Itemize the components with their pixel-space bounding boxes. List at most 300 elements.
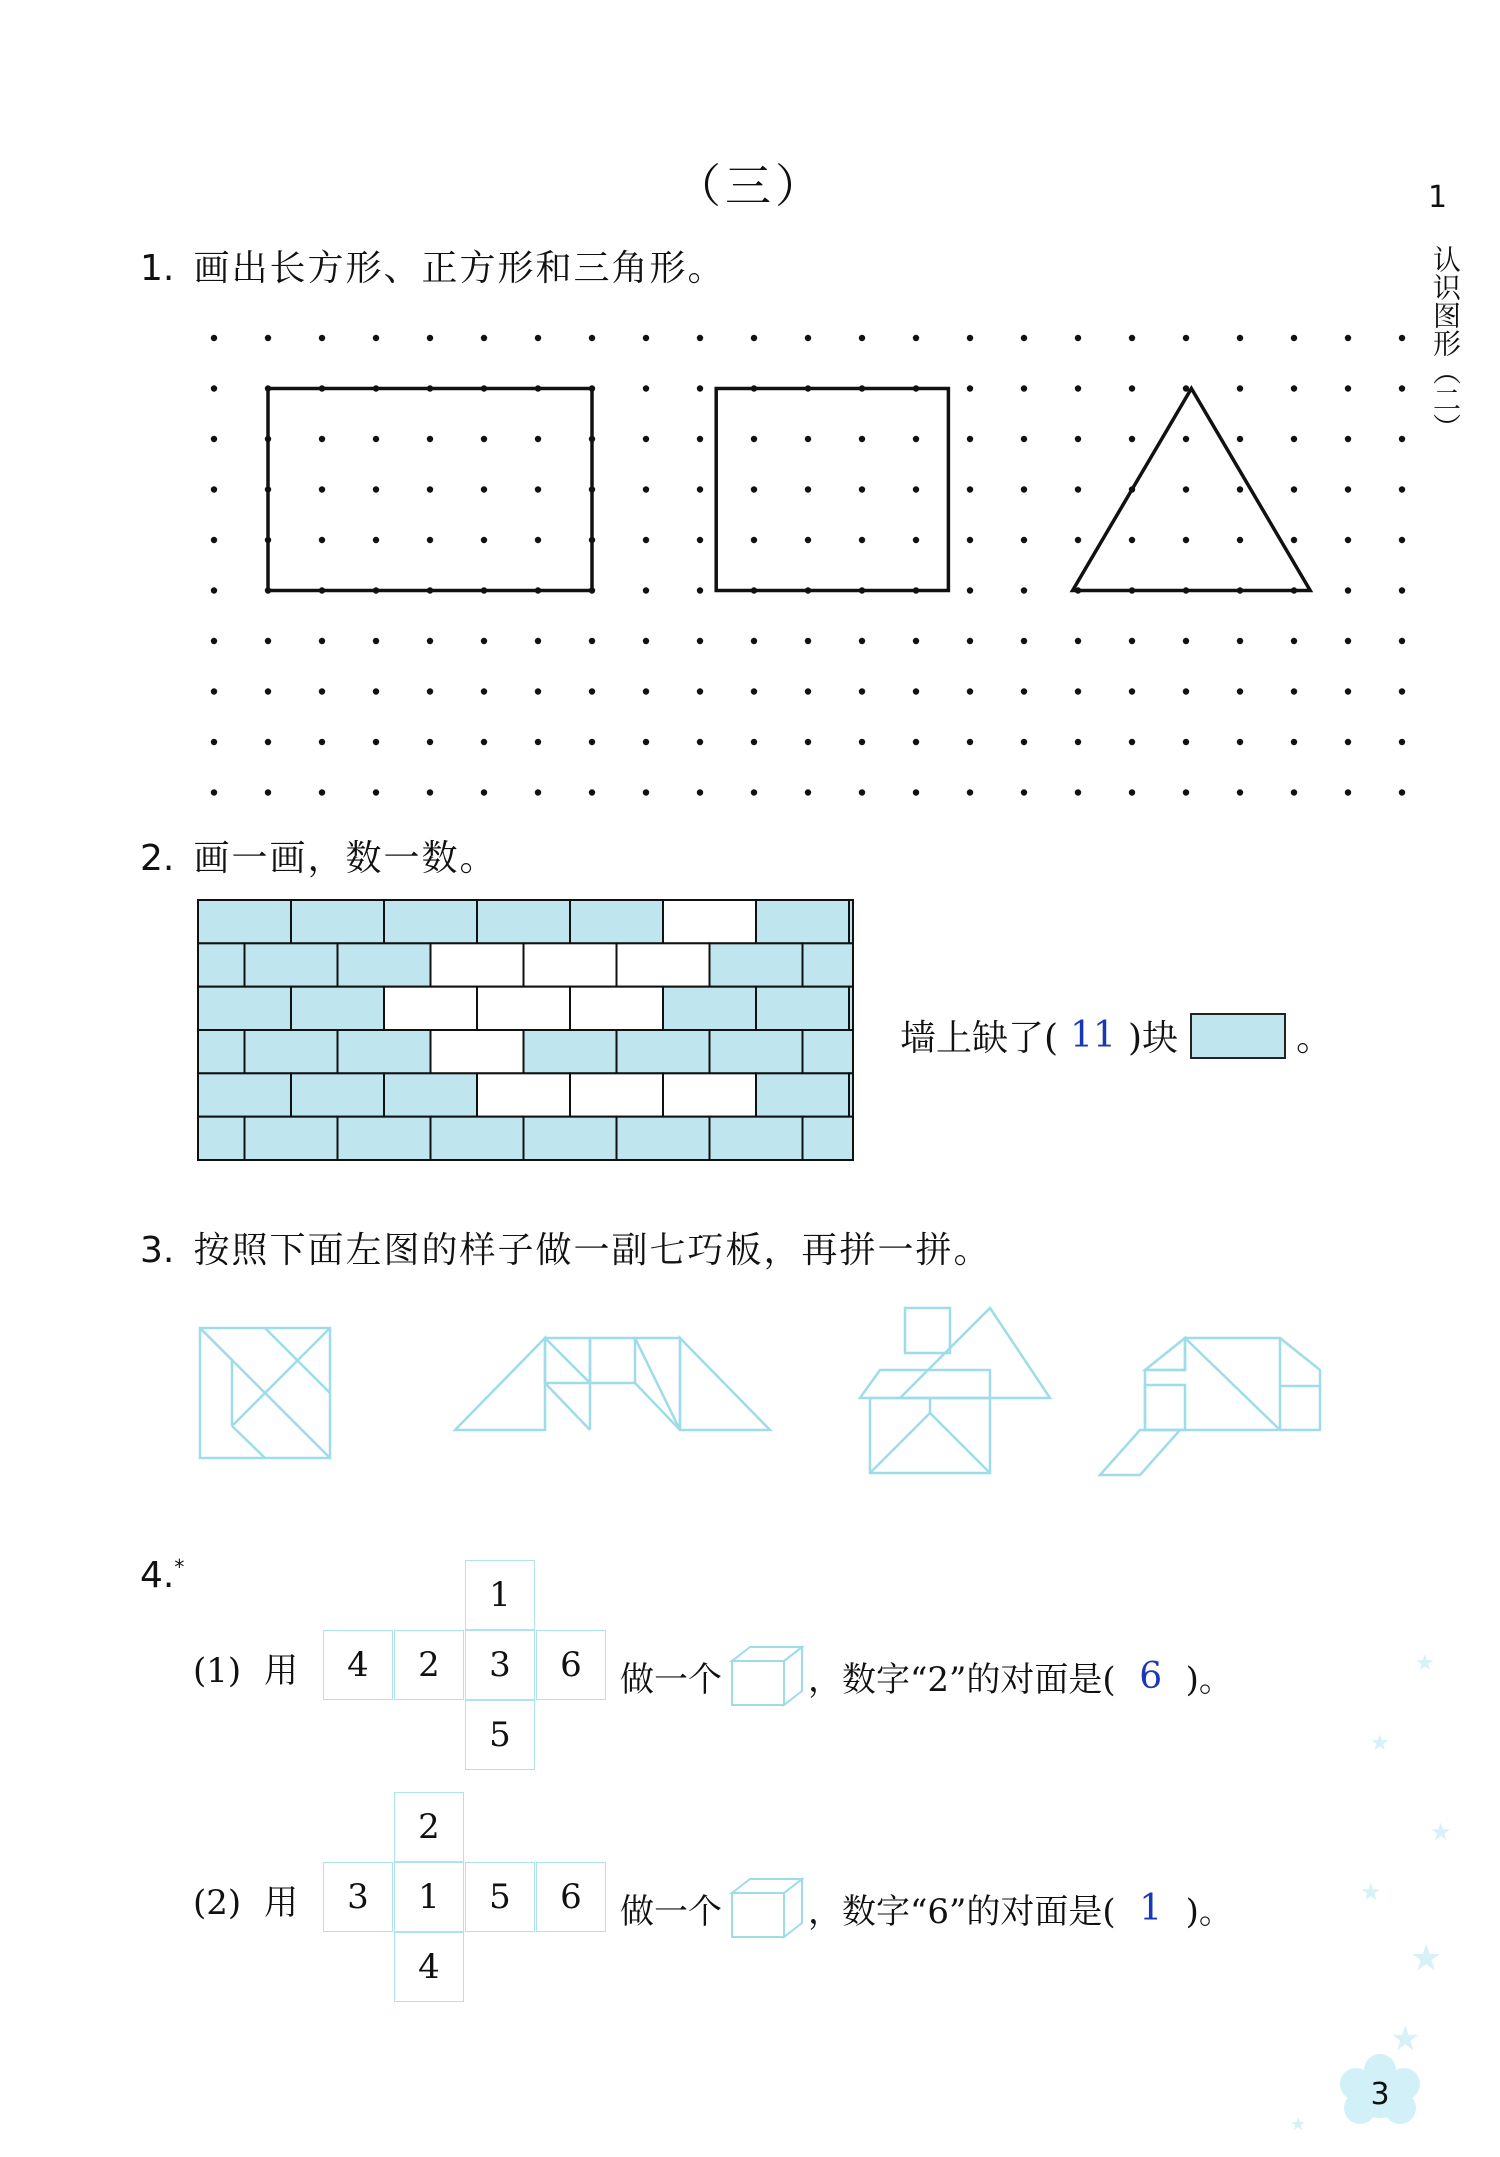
missing-brick	[384, 987, 477, 1030]
grid-dot	[265, 335, 271, 341]
grid-dot	[427, 486, 433, 492]
tangram-house	[860, 1308, 1050, 1473]
grid-dot	[1345, 638, 1351, 644]
grid-dot	[1399, 739, 1405, 745]
grid-dot	[1345, 385, 1351, 391]
grid-dot	[913, 486, 919, 492]
answer-blank[interactable]: 1	[1139, 1887, 1163, 1929]
brick	[291, 1073, 384, 1116]
unit-title: 认识图形（二）	[1429, 245, 1462, 441]
grid-dot	[859, 436, 865, 442]
grid-dot	[427, 537, 433, 543]
grid-dot	[319, 789, 325, 795]
grid-dot	[211, 739, 217, 745]
grid-dot	[859, 688, 865, 694]
net-cell: 6	[536, 1862, 606, 1932]
make-text: 做一个	[620, 1659, 722, 1700]
grid-dot	[859, 739, 865, 745]
missing-brick	[477, 1073, 570, 1116]
grid-dot	[643, 587, 649, 593]
grid-dot	[751, 789, 757, 795]
grid-dot	[481, 789, 487, 795]
star-icon: ★	[1370, 1731, 1390, 1756]
grid-dot	[1129, 537, 1135, 543]
net-cell: 3	[323, 1862, 393, 1932]
close-text: )。	[1185, 1891, 1233, 1932]
grid-dot	[643, 335, 649, 341]
question-text: ，数字“6”的对面是(	[808, 1891, 1116, 1932]
grid-dot	[643, 385, 649, 391]
part-verb: 用	[263, 1651, 298, 1691]
grid-dot	[913, 638, 919, 644]
grid-dot	[913, 688, 919, 694]
grid-dot	[913, 789, 919, 795]
grid-dot	[1237, 486, 1243, 492]
grid-dot	[643, 436, 649, 442]
grid-dot	[1345, 436, 1351, 442]
grid-dot	[319, 739, 325, 745]
grid-dot	[697, 789, 703, 795]
grid-dot	[1291, 486, 1297, 492]
grid-dot	[751, 638, 757, 644]
grid-dot	[427, 638, 433, 644]
net-cell: 3	[465, 1630, 535, 1700]
grid-dot	[211, 789, 217, 795]
grid-dot	[805, 688, 811, 694]
grid-dot	[1129, 688, 1135, 694]
grid-dot	[697, 537, 703, 543]
grid-dot	[859, 638, 865, 644]
star-icon: ★	[1410, 1938, 1443, 1979]
grid-dot	[1183, 789, 1189, 795]
grid-dot	[1237, 739, 1243, 745]
grid-dot	[1237, 789, 1243, 795]
grid-dot	[535, 335, 541, 341]
brick	[291, 987, 384, 1030]
grid-dot	[535, 537, 541, 543]
grid-dot	[643, 486, 649, 492]
grid-dot	[697, 335, 703, 341]
grid-dot	[1399, 537, 1405, 543]
brick	[198, 987, 291, 1030]
missing-brick	[617, 943, 710, 986]
brick	[756, 987, 849, 1030]
star-icon: ★	[1390, 2019, 1421, 2059]
brick	[198, 900, 291, 943]
brick	[198, 1117, 245, 1160]
grid-dot	[1291, 385, 1297, 391]
grid-dot	[1345, 537, 1351, 543]
grid-dot	[535, 789, 541, 795]
drawn-triangle	[1073, 389, 1311, 591]
brick	[803, 1030, 854, 1073]
brick	[245, 943, 338, 986]
brick	[245, 1117, 338, 1160]
grid-dot	[211, 587, 217, 593]
star-icon: ★	[1415, 1651, 1435, 1676]
grid-dot	[1237, 537, 1243, 543]
brick	[431, 1117, 524, 1160]
grid-dot	[1291, 739, 1297, 745]
section-title: （三）	[675, 159, 825, 213]
question-number: 4.	[140, 1555, 175, 1596]
grid-dot	[1399, 436, 1405, 442]
brick	[617, 1117, 710, 1160]
grid-dot	[967, 486, 973, 492]
grid-dot	[643, 638, 649, 644]
net-cell: 1	[394, 1862, 464, 1932]
missing-brick	[570, 1073, 663, 1116]
grid-dot	[751, 335, 757, 341]
grid-dot	[1129, 436, 1135, 442]
grid-dot	[1345, 688, 1351, 694]
brick	[198, 943, 245, 986]
grid-dot	[1291, 436, 1297, 442]
question-3-heading	[140, 1222, 991, 1273]
grid-dot	[1183, 335, 1189, 341]
grid-dot	[589, 688, 595, 694]
brick	[756, 1073, 849, 1116]
grid-dot	[1399, 587, 1405, 593]
grid-dot	[535, 688, 541, 694]
grid-dot	[481, 436, 487, 442]
grid-dot	[967, 688, 973, 694]
grid-dot	[1237, 385, 1243, 391]
grid-dot	[481, 739, 487, 745]
grid-dot	[805, 789, 811, 795]
net-cell: 4	[323, 1630, 393, 1700]
grid-dot	[1399, 789, 1405, 795]
grid-dot	[697, 385, 703, 391]
grid-dot	[373, 335, 379, 341]
grid-dot	[1021, 688, 1027, 694]
grid-dot	[373, 436, 379, 442]
brick-icon	[1190, 1013, 1286, 1059]
grid-dot	[373, 789, 379, 795]
tangram-square	[200, 1328, 330, 1458]
net-cell-top: 2	[394, 1792, 464, 1862]
grid-dot	[967, 789, 973, 795]
grid-dot	[373, 486, 379, 492]
tangram-shoe	[1100, 1338, 1320, 1475]
grid-dot	[805, 436, 811, 442]
grid-dot	[427, 739, 433, 745]
part-1-sentence	[620, 1643, 1233, 1709]
grid-dot	[1399, 638, 1405, 644]
brick	[384, 1073, 477, 1116]
grid-dot	[1237, 436, 1243, 442]
brick	[617, 1030, 710, 1073]
grid-dot	[319, 688, 325, 694]
make-text: 做一个	[620, 1891, 722, 1932]
close-text: )。	[1185, 1659, 1233, 1700]
part-verb: 用	[263, 1883, 298, 1923]
grid-dot	[211, 385, 217, 391]
tangram-bridge	[455, 1338, 770, 1430]
grid-dot	[1291, 537, 1297, 543]
grid-dot	[859, 789, 865, 795]
part-2-sentence	[620, 1875, 1233, 1941]
grid-dot	[535, 638, 541, 644]
grid-dot	[751, 739, 757, 745]
grid-dot	[1183, 436, 1189, 442]
grid-dot	[265, 739, 271, 745]
brick	[756, 900, 849, 943]
brick	[524, 1030, 617, 1073]
grid-dot	[967, 436, 973, 442]
grid-dot	[1237, 638, 1243, 644]
grid-dot	[1183, 688, 1189, 694]
question-number: 1.	[140, 248, 175, 289]
brick	[710, 1117, 803, 1160]
grid-dot	[1021, 638, 1027, 644]
end-mark: 。	[1296, 1018, 1333, 1059]
brick	[663, 987, 756, 1030]
grid-dot	[1021, 436, 1027, 442]
grid-dot	[913, 739, 919, 745]
grid-dot	[1075, 335, 1081, 341]
grid-dot	[481, 638, 487, 644]
grid-dot	[1021, 739, 1027, 745]
wall-answer-sentence	[900, 1010, 1332, 1061]
brick	[710, 1030, 803, 1073]
grid-dot	[1021, 385, 1027, 391]
part-label: (1)	[193, 1651, 242, 1691]
brick	[803, 943, 854, 986]
brick	[849, 900, 853, 943]
grid-dot	[1129, 385, 1135, 391]
grid-dot	[751, 537, 757, 543]
grid-dot	[1345, 789, 1351, 795]
question-text: 按照下面左图的样子做一副七巧板，再拼一拼。	[193, 1230, 992, 1271]
unit-number: 1	[1428, 180, 1448, 215]
brick	[338, 1030, 431, 1073]
grid-dot	[1075, 537, 1081, 543]
grid-dot	[427, 688, 433, 694]
dot-grid[interactable]	[0, 0, 1500, 820]
grid-dot	[805, 537, 811, 543]
grid-dot	[1075, 789, 1081, 795]
grid-dot	[751, 486, 757, 492]
grid-dot	[1075, 486, 1081, 492]
grid-dot	[1345, 335, 1351, 341]
grid-dot	[1399, 486, 1405, 492]
net-cell-bottom: 4	[394, 1932, 464, 2002]
grid-dot	[265, 688, 271, 694]
grid-dot	[1237, 688, 1243, 694]
grid-dot	[319, 638, 325, 644]
grid-dot	[697, 587, 703, 593]
brick	[338, 943, 431, 986]
grid-dot	[1129, 638, 1135, 644]
question-number: 2.	[140, 838, 175, 879]
grid-dot	[643, 739, 649, 745]
grid-dot	[211, 638, 217, 644]
missing-brick	[570, 987, 663, 1030]
grid-dot	[211, 335, 217, 341]
grid-dot	[265, 638, 271, 644]
grid-dot	[805, 739, 811, 745]
grid-dot	[589, 335, 595, 341]
grid-dot	[535, 739, 541, 745]
part-1-label	[193, 1643, 298, 1692]
net-cell: 2	[394, 1630, 464, 1700]
grid-dot	[319, 335, 325, 341]
grid-dot	[859, 537, 865, 543]
grid-dot	[643, 688, 649, 694]
missing-brick	[431, 1030, 524, 1073]
grid-dot	[211, 537, 217, 543]
grid-dot	[697, 739, 703, 745]
grid-dot	[1021, 335, 1027, 341]
grid-dot	[1183, 486, 1189, 492]
question-text: ，数字“2”的对面是(	[808, 1659, 1116, 1700]
missing-brick	[524, 943, 617, 986]
grid-dot	[481, 688, 487, 694]
grid-dot	[319, 486, 325, 492]
grid-dot	[1399, 688, 1405, 694]
brick	[803, 1117, 854, 1160]
grid-dot	[913, 436, 919, 442]
missing-brick	[477, 987, 570, 1030]
grid-dot	[1021, 537, 1027, 543]
brick	[198, 1030, 245, 1073]
cube-icon	[728, 1643, 808, 1709]
net-cell: 5	[465, 1862, 535, 1932]
brick	[338, 1117, 431, 1160]
missing-brick	[431, 943, 524, 986]
grid-dot	[697, 638, 703, 644]
challenge-star: *	[174, 1555, 185, 1579]
grid-dot	[967, 537, 973, 543]
grid-dot	[967, 335, 973, 341]
tangram-figures	[0, 1290, 1500, 1490]
brick	[849, 987, 853, 1030]
grid-dot	[697, 688, 703, 694]
grid-dot	[535, 436, 541, 442]
grid-dot	[697, 486, 703, 492]
brick	[384, 900, 477, 943]
brick	[570, 900, 663, 943]
question-number: 3.	[140, 1230, 175, 1271]
grid-dot	[1345, 739, 1351, 745]
part-label: (2)	[193, 1883, 242, 1923]
brick	[477, 900, 570, 943]
brick	[291, 900, 384, 943]
grid-dot	[1075, 385, 1081, 391]
grid-dot	[859, 335, 865, 341]
question-text: 画一画，数一数。	[193, 838, 498, 879]
grid-dot	[589, 739, 595, 745]
grid-dot	[1021, 486, 1027, 492]
grid-dot	[589, 789, 595, 795]
grid-dot	[1291, 638, 1297, 644]
brick	[524, 1117, 617, 1160]
sentence-end: )块	[1128, 1018, 1179, 1059]
brick	[198, 1073, 291, 1116]
missing-brick	[663, 900, 756, 943]
grid-dot	[211, 688, 217, 694]
question-2-heading	[140, 830, 497, 881]
grid-dot	[1291, 335, 1297, 341]
part-2-label	[193, 1875, 298, 1924]
brick-wall	[198, 900, 858, 1180]
grid-dot	[481, 486, 487, 492]
grid-dot	[1345, 587, 1351, 593]
grid-dot	[967, 587, 973, 593]
grid-dot	[1129, 335, 1135, 341]
grid-dot	[1021, 587, 1027, 593]
grid-dot	[913, 335, 919, 341]
grid-dot	[751, 688, 757, 694]
grid-dot	[1021, 789, 1027, 795]
grid-dot	[211, 436, 217, 442]
grid-dot	[967, 739, 973, 745]
grid-dot	[373, 537, 379, 543]
net-cell-bottom: 5	[465, 1700, 535, 1770]
grid-dot	[373, 688, 379, 694]
star-icon: ★	[1430, 1818, 1452, 1846]
grid-dot	[967, 385, 973, 391]
answer-blank[interactable]: 11	[1070, 1015, 1116, 1056]
grid-dot	[805, 486, 811, 492]
net-cell: 6	[536, 1630, 606, 1700]
grid-dot	[1183, 537, 1189, 543]
star-icon: ★	[1290, 2114, 1307, 2135]
cube-icon	[728, 1875, 808, 1941]
grid-dot	[1129, 789, 1135, 795]
grid-dot	[1183, 739, 1189, 745]
grid-dot	[859, 486, 865, 492]
grid-dot	[643, 537, 649, 543]
grid-dot	[805, 335, 811, 341]
page-number: 3	[1370, 2077, 1390, 2112]
grid-dot	[481, 537, 487, 543]
grid-dot	[319, 436, 325, 442]
grid-dot	[1399, 335, 1405, 341]
grid-dot	[373, 638, 379, 644]
grid-dot	[913, 537, 919, 543]
answer-blank[interactable]: 6	[1139, 1655, 1163, 1697]
grid-dot	[427, 335, 433, 341]
grid-dot	[1291, 789, 1297, 795]
brick	[849, 1073, 853, 1116]
grid-dot	[319, 537, 325, 543]
grid-dot	[427, 789, 433, 795]
grid-dot	[427, 436, 433, 442]
brick	[245, 1030, 338, 1073]
grid-dot	[1237, 335, 1243, 341]
grid-dot	[535, 486, 541, 492]
grid-dot	[1183, 638, 1189, 644]
grid-dot	[643, 789, 649, 795]
question-4-heading	[140, 1555, 184, 1596]
grid-dot	[1399, 385, 1405, 391]
grid-dot	[589, 638, 595, 644]
grid-dot	[805, 638, 811, 644]
grid-dot	[265, 789, 271, 795]
grid-dot	[967, 638, 973, 644]
grid-dot	[1075, 436, 1081, 442]
missing-brick	[663, 1073, 756, 1116]
star-icon: ★	[1360, 1878, 1382, 1906]
grid-dot	[481, 335, 487, 341]
grid-dot	[1075, 638, 1081, 644]
grid-dot	[211, 486, 217, 492]
question-text: 画出长方形、正方形和三角形。	[193, 248, 726, 289]
grid-dot	[373, 739, 379, 745]
sentence-start: 墙上缺了(	[900, 1018, 1059, 1059]
